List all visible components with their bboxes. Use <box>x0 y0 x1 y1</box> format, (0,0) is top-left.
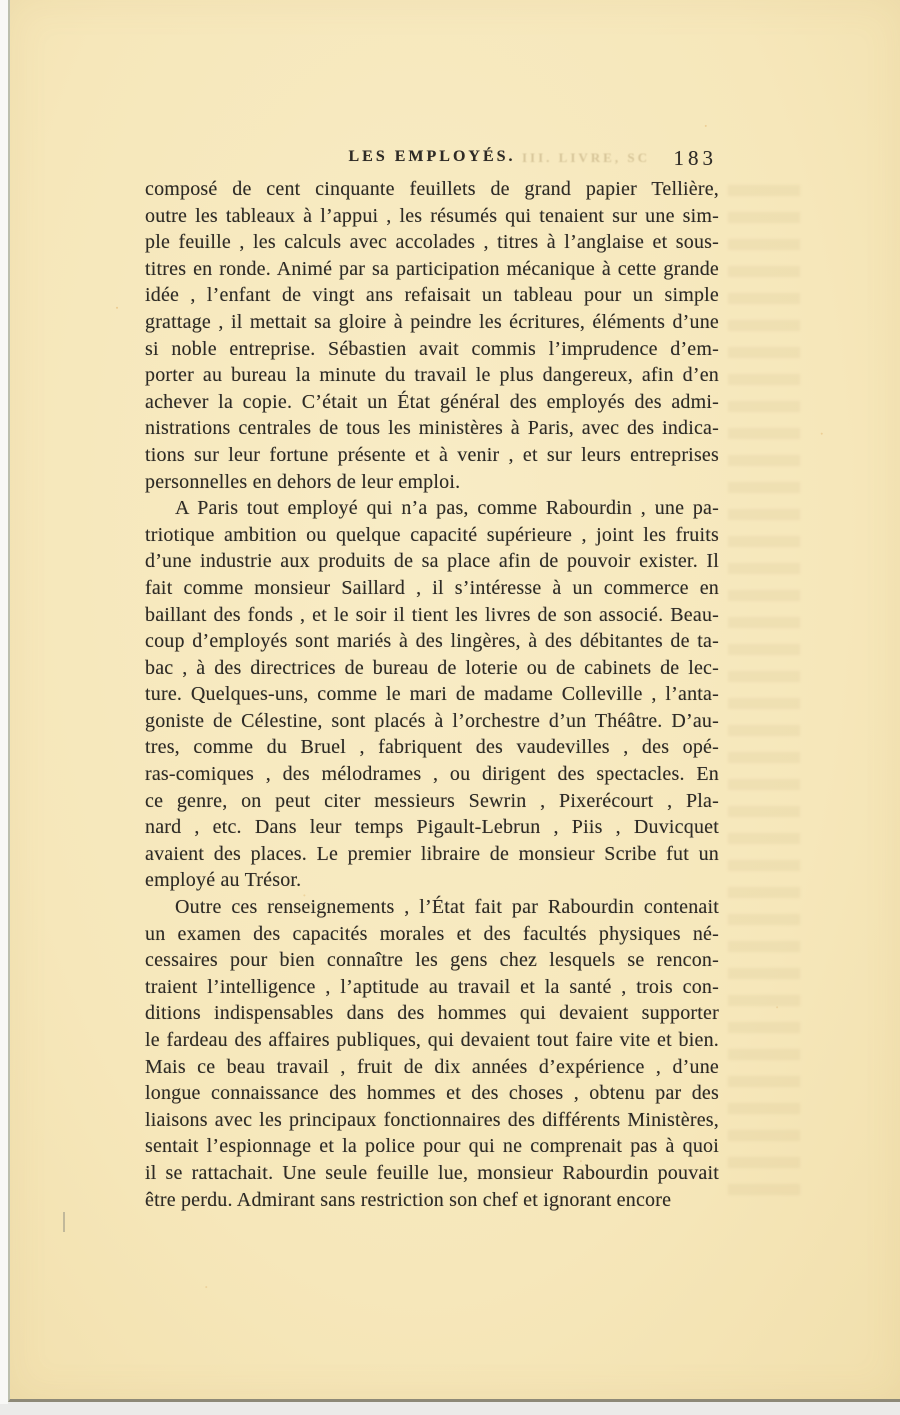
text-line: sentait l’espionnage et la police pour qui ne comprenait pas à quoi <box>145 1135 719 1158</box>
text-line: fait comme monsieur Saillard , il s’intéresse à un commerce en <box>145 576 719 599</box>
text-line: liaisons avec les principaux fonctionnaires des différents Ministères, <box>145 1108 719 1131</box>
text-line: si noble entreprise. Sébastien avait commis l’imprudence d’em- <box>145 337 719 360</box>
text-line: traient l’intelligence , l’aptitude au travail et la santé , trois con- <box>145 975 719 998</box>
running-title: LES EMPLOYÉS. <box>348 148 516 165</box>
text-line: composé de cent cinquante feuillets de grand papier Tellière, <box>145 178 719 200</box>
show-through-margin-marks <box>728 185 800 1205</box>
book-page <box>8 0 900 1402</box>
text-line: achever la copie. C’était un État général des employés des admi- <box>145 390 719 413</box>
text-line: porter au bureau la minute du travail le plus dangereux, afin d’en <box>145 364 719 387</box>
text-line: employé au Trésor. <box>145 869 302 892</box>
text-block <box>145 176 719 1213</box>
text-line: triotique ambition ou quelque capacité supérieure , joint les fruits <box>145 523 719 546</box>
text-line: nard , etc. Dans leur temps Pigault-Lebrun , Piis , Duvicquet <box>145 816 719 839</box>
text-line: tions sur leur fortune présente et à venir , et sur leurs entreprises <box>145 443 719 466</box>
text-line: il se rattachait. Une seule feuille lue, monsieur Rabourdin pouvait <box>145 1161 719 1184</box>
text-line: baillant des fonds , et le soir il tient les livres de son associé. Beau- <box>145 603 719 626</box>
text-line: goniste de Célestine, sont placés à l’orchestre d’un Théâtre. D’au- <box>145 709 719 732</box>
show-through-text: III. LIVRE, SC <box>522 150 650 165</box>
text-line: grattage , il mettait sa gloire à peindre les écritures, éléments d’une <box>145 310 719 333</box>
text-line: d’une industrie aux produits de sa place afin de pouvoir exister. Il <box>145 550 719 573</box>
text-line: être perdu. Admirant sans restriction son chef et ignorant encore <box>145 1188 672 1211</box>
page-number: 183 <box>673 146 717 170</box>
text-line: cessaires pour bien connaître les gens chez lesquels se rencon- <box>145 949 719 972</box>
text-line: avaient des places. Le premier libraire de monsieur Scribe fut un <box>145 842 719 865</box>
text-line: ture. Quelques-uns, comme le mari de madame Colleville , l’anta- <box>145 683 719 706</box>
text-line: bac , à des directrices de bureau de loterie ou de cabinets de lec- <box>145 656 719 679</box>
text-line: coup d’employés sont mariés à des lingères, à des débitantes de ta- <box>145 630 719 653</box>
text-line: A Paris tout employé qui n’a pas, comme Rabourdin , une pa- <box>175 497 719 520</box>
text-line: ple feuille , les calculs avec accolades , titres à l’anglaise et sous- <box>145 231 719 254</box>
pen-mark <box>63 1212 65 1232</box>
text-line: titres en ronde. Animé par sa participation mécanique à cette grande <box>145 257 719 280</box>
text-line: un examen des capacités morales et des facultés physiques né- <box>145 922 719 945</box>
text-line: personnelles en dehors de leur emploi. <box>145 470 461 493</box>
text-line: outre les tableaux à l’appui , les résumés qui tenaient sur une sim- <box>145 204 719 227</box>
text-line: ditions indispensables dans des hommes qui devaient supporter <box>145 1002 719 1025</box>
text-line: ce genre, on peut citer messieurs Sewrin , Pixerécourt , Pla- <box>145 789 719 812</box>
text-line: idée , l’enfant de vingt ans refaisait un tableau pour un simple <box>145 284 719 307</box>
text-line: ras-comiques , des mélodrames , ou dirigent des spectacles. En <box>145 763 719 786</box>
page-header <box>145 146 719 172</box>
text-line: Outre ces renseignements , l’État fait par Rabourdin contenait <box>175 896 719 919</box>
text-line: le fardeau des affaires publiques, qui devaient tout faire vite et bien. <box>145 1029 719 1051</box>
text-line: longue connaissance des hommes et des choses , obtenu par des <box>145 1082 719 1105</box>
text-line: nistrations centrales de tous les ministères à Paris, avec des indica- <box>145 417 719 440</box>
text-line: tres, comme du Bruel , fabriquent des vaudevilles , des opé- <box>145 736 719 759</box>
text-line: Mais ce beau travail , fruit de dix années d’expérience , d’une <box>145 1055 719 1078</box>
scanner-background-strip <box>0 0 8 1404</box>
